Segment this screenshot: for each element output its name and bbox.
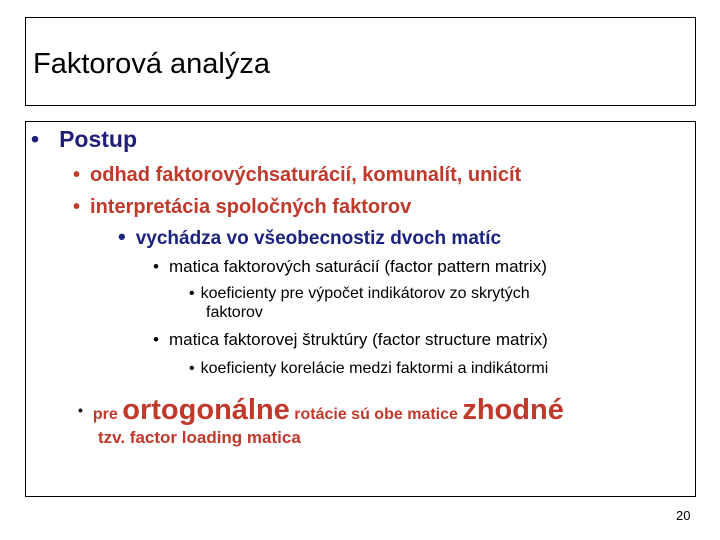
bullet-koeficienty-korelacie-text: koeficienty korelácie medzi faktormi a indikátormi bbox=[200, 360, 549, 377]
bullet-interpretacia bbox=[73, 196, 411, 219]
bullet-postup bbox=[31, 126, 137, 153]
bullet-icon: • bbox=[73, 164, 81, 186]
bullet-odhad-text: odhad faktorovýchsaturácií, komunalít, unicít bbox=[90, 164, 522, 186]
page-number: 20 bbox=[676, 508, 691, 523]
text-rotacie: rotácie sú obe matice bbox=[294, 406, 458, 423]
bullet-icon: • bbox=[189, 360, 195, 377]
bullet-interpretacia-text: interpretácia spoločných faktorov bbox=[90, 196, 412, 218]
bullet-icon: • bbox=[189, 285, 195, 302]
bullet-ortogonalne bbox=[78, 394, 564, 427]
bullet-icon: • bbox=[73, 196, 81, 218]
bullet-vychadza-text: vychádza vo všeobecnostiz dvoch matíc bbox=[135, 228, 502, 249]
bullet-icon: • bbox=[78, 402, 83, 418]
bullet-matica-saturacii bbox=[153, 257, 547, 277]
bullet-postup-text: Postup bbox=[59, 126, 138, 152]
bullet-tzv: tzv. factor loading matica bbox=[98, 428, 301, 447]
bullet-icon: • bbox=[153, 257, 159, 276]
text-ortogonalne: ortogonálne bbox=[122, 394, 290, 426]
bullet-icon: • bbox=[31, 126, 40, 152]
bullet-matica-struktury-text: matica faktorovej štruktúry (factor structure matrix) bbox=[168, 330, 548, 349]
bullet-koeficienty-korelacie bbox=[189, 360, 548, 378]
bullet-vychadza bbox=[118, 224, 501, 250]
text-zhodne: zhodné bbox=[462, 394, 564, 426]
bullet-koeficienty-vypocet-cont: faktorov bbox=[206, 304, 263, 321]
text-pre: pre bbox=[92, 406, 118, 423]
bullet-odhad bbox=[73, 164, 521, 187]
bullet-koeficienty-vypocet bbox=[189, 285, 530, 303]
bullet-matica-struktury bbox=[153, 330, 548, 350]
bullet-icon: • bbox=[118, 224, 126, 249]
title-box bbox=[25, 17, 696, 106]
bullet-matica-saturacii-text: matica faktorových saturácií (factor pattern matrix) bbox=[168, 257, 547, 276]
bullet-koeficienty-vypocet-text: koeficienty pre výpočet indikátorov zo skrytých bbox=[200, 285, 530, 302]
slide-title: Faktorová analýza bbox=[33, 48, 270, 80]
bullet-icon: • bbox=[153, 330, 159, 349]
content-box bbox=[25, 121, 696, 497]
